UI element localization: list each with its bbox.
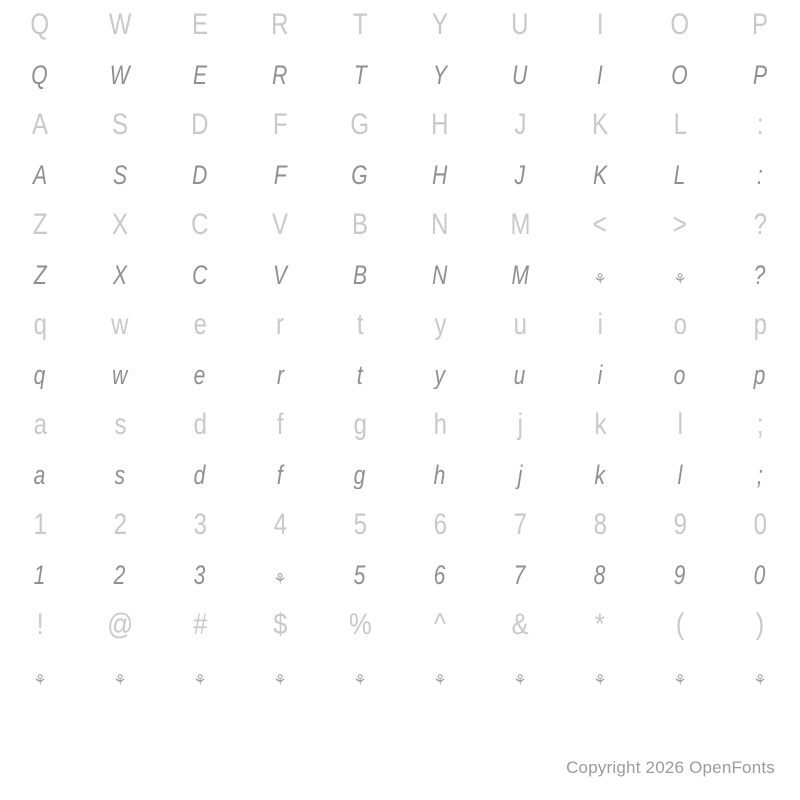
glyph-cell <box>480 462 560 489</box>
glyph-cell <box>80 10 160 40</box>
glyph: O <box>670 10 690 40</box>
glyph-row <box>0 450 800 500</box>
glyph-cell <box>160 562 240 589</box>
glyph-cell <box>480 610 560 640</box>
glyph-cell <box>400 663 480 690</box>
missing-glyph-icon: ⚘ <box>434 670 446 689</box>
glyph-cell <box>720 562 800 589</box>
glyph-cell <box>560 262 640 289</box>
missing-glyph-icon: ⚘ <box>514 670 526 689</box>
glyph: a <box>34 461 46 489</box>
glyph-cell <box>320 162 400 189</box>
glyph-row <box>0 300 800 350</box>
glyph: ? <box>753 210 767 240</box>
glyph-cell <box>0 362 80 389</box>
glyph-cell <box>400 10 480 40</box>
glyph-cell <box>720 362 800 389</box>
glyph: 3 <box>193 510 207 540</box>
glyph: K <box>591 110 608 140</box>
glyph-cell <box>0 10 80 40</box>
glyph: 0 <box>754 561 766 589</box>
glyph-cell <box>400 462 480 489</box>
glyph: S <box>112 161 128 189</box>
glyph-cell <box>480 663 560 690</box>
glyph-cell <box>560 210 640 240</box>
glyph-cell <box>240 562 320 589</box>
glyph-cell <box>160 663 240 690</box>
glyph-cell <box>640 62 720 89</box>
glyph-cell <box>400 210 480 240</box>
glyph-cell <box>160 162 240 189</box>
glyph-cell <box>640 10 720 40</box>
glyph-cell <box>560 663 640 690</box>
glyph: M <box>511 261 529 289</box>
glyph-cell <box>560 410 640 440</box>
glyph-cell <box>640 262 720 289</box>
glyph-cell <box>240 110 320 140</box>
missing-glyph-icon: ⚘ <box>754 670 766 689</box>
glyph-cell <box>320 610 400 640</box>
glyph-row <box>0 500 800 550</box>
glyph-cell <box>400 162 480 189</box>
missing-glyph-icon: ⚘ <box>674 269 686 288</box>
glyph-cell <box>80 262 160 289</box>
glyph: E <box>192 61 208 89</box>
glyph: w <box>112 361 128 389</box>
glyph: q <box>34 361 46 389</box>
glyph-cell <box>560 310 640 340</box>
glyph: ( <box>675 610 685 640</box>
glyph: f <box>277 461 283 489</box>
glyph-cell <box>240 510 320 540</box>
glyph-cell <box>400 410 480 440</box>
glyph: 3 <box>194 561 206 589</box>
glyph-cell <box>720 262 800 289</box>
glyph-cell <box>720 510 800 540</box>
glyph-cell <box>560 510 640 540</box>
glyph: 9 <box>673 510 687 540</box>
missing-glyph-icon: ⚘ <box>594 670 606 689</box>
glyph-cell <box>80 62 160 89</box>
glyph-cell <box>0 262 80 289</box>
glyph-cell <box>160 362 240 389</box>
glyph-cell <box>720 62 800 89</box>
glyph: Q <box>30 10 50 40</box>
glyph-cell <box>240 462 320 489</box>
glyph-cell <box>560 110 640 140</box>
glyph-cell <box>560 362 640 389</box>
glyph-cell <box>720 663 800 690</box>
glyph-cell <box>0 510 80 540</box>
glyph-row <box>0 650 800 702</box>
glyph-cell <box>640 110 720 140</box>
glyph-cell <box>560 562 640 589</box>
glyph-cell <box>640 210 720 240</box>
glyph-cell <box>80 410 160 440</box>
glyph: d <box>194 461 206 489</box>
glyph: B <box>351 210 368 240</box>
glyph: t <box>357 361 363 389</box>
glyph-cell <box>480 210 560 240</box>
glyph: 5 <box>353 510 367 540</box>
glyph-cell <box>640 610 720 640</box>
glyph: s <box>114 410 126 440</box>
glyph: a <box>33 410 47 440</box>
glyph-cell <box>0 110 80 140</box>
glyph-cell <box>320 362 400 389</box>
glyph: 5 <box>354 561 366 589</box>
glyph: H <box>432 161 448 189</box>
glyph: j <box>517 461 523 489</box>
glyph-cell <box>400 110 480 140</box>
glyph: 7 <box>514 561 526 589</box>
glyph-cell <box>640 562 720 589</box>
glyph: S <box>111 110 128 140</box>
glyph-cell <box>80 162 160 189</box>
glyph-cell <box>320 310 400 340</box>
glyph-cell <box>240 310 320 340</box>
glyph-cell <box>240 62 320 89</box>
glyph: h <box>434 461 446 489</box>
glyph-row <box>0 150 800 200</box>
glyph-cell <box>400 562 480 589</box>
glyph-cell <box>240 410 320 440</box>
glyph: 7 <box>513 510 527 540</box>
glyph-cell <box>0 162 80 189</box>
glyph: o <box>673 310 687 340</box>
glyph: l <box>677 410 683 440</box>
glyph-row <box>0 200 800 250</box>
glyph-cell <box>160 62 240 89</box>
glyph: 2 <box>113 510 127 540</box>
missing-glyph-icon: ⚘ <box>194 670 206 689</box>
glyph-cell <box>240 162 320 189</box>
glyph-row <box>0 600 800 650</box>
glyph-cell <box>80 310 160 340</box>
glyph-cell <box>0 562 80 589</box>
glyph-cell <box>720 10 800 40</box>
glyph: V <box>271 210 288 240</box>
glyph: > <box>672 210 688 240</box>
glyph: g <box>354 461 366 489</box>
glyph: J <box>514 110 526 140</box>
glyph: r <box>276 361 284 389</box>
glyph-cell <box>320 510 400 540</box>
glyph-cell <box>560 462 640 489</box>
glyph: : <box>756 110 764 140</box>
glyph: f <box>276 410 284 440</box>
glyph-cell <box>80 110 160 140</box>
glyph: o <box>674 361 686 389</box>
glyph: k <box>594 461 606 489</box>
glyph: J <box>514 161 526 189</box>
missing-glyph-icon: ⚘ <box>274 670 286 689</box>
glyph: D <box>191 110 209 140</box>
glyph: ? <box>754 261 766 289</box>
glyph-cell <box>160 210 240 240</box>
glyph: Z <box>32 210 48 240</box>
glyph: 4 <box>273 510 287 540</box>
glyph: w <box>111 310 129 340</box>
glyph: % <box>348 610 372 640</box>
glyph-cell <box>160 110 240 140</box>
glyph: G <box>351 161 369 189</box>
glyph-cell <box>0 310 80 340</box>
glyph-cell <box>160 462 240 489</box>
glyph-cell <box>0 462 80 489</box>
glyph: U <box>512 61 528 89</box>
glyph: Q <box>31 61 49 89</box>
glyph-cell <box>720 410 800 440</box>
glyph: Z <box>33 261 47 289</box>
glyph: 6 <box>434 561 446 589</box>
glyph-cell <box>480 410 560 440</box>
glyph-row <box>0 550 800 600</box>
glyph-cell <box>80 210 160 240</box>
glyph: s <box>114 461 126 489</box>
glyph-cell <box>560 610 640 640</box>
glyph: F <box>273 161 287 189</box>
glyph: V <box>272 261 288 289</box>
glyph-cell <box>0 210 80 240</box>
glyph: B <box>352 261 368 289</box>
missing-glyph-icon: ⚘ <box>34 670 46 689</box>
glyph: E <box>191 10 208 40</box>
glyph-cell <box>160 262 240 289</box>
glyph-cell <box>240 210 320 240</box>
glyph: < <box>592 210 608 240</box>
glyph-cell <box>480 62 560 89</box>
glyph-cell <box>400 262 480 289</box>
glyph-cell <box>400 610 480 640</box>
glyph-cell <box>640 663 720 690</box>
glyph: p <box>754 361 766 389</box>
glyph: 8 <box>593 510 607 540</box>
glyph-cell <box>560 162 640 189</box>
glyph-cell <box>720 462 800 489</box>
glyph: T <box>352 10 368 40</box>
glyph: ) <box>755 610 765 640</box>
glyph: h <box>433 410 447 440</box>
glyph-cell <box>240 610 320 640</box>
glyph-cell <box>480 110 560 140</box>
glyph-cell <box>240 362 320 389</box>
glyph: U <box>511 10 529 40</box>
glyph: y <box>434 361 446 389</box>
glyph-cell <box>480 510 560 540</box>
glyph: I <box>596 10 604 40</box>
glyph: & <box>511 610 529 640</box>
copyright-notice: Copyright 2026 OpenFonts <box>566 758 775 777</box>
glyph: ; <box>756 410 764 440</box>
glyph: M <box>510 210 530 240</box>
glyph: T <box>353 61 367 89</box>
glyph-row <box>0 0 800 50</box>
glyph: O <box>671 61 689 89</box>
glyph-cell <box>160 410 240 440</box>
glyph: L <box>673 110 687 140</box>
glyph-cell <box>80 362 160 389</box>
glyph: A <box>32 161 48 189</box>
glyph: P <box>751 10 768 40</box>
glyph: N <box>431 210 449 240</box>
glyph: 0 <box>753 510 767 540</box>
glyph-cell <box>640 462 720 489</box>
glyph: 1 <box>33 510 47 540</box>
glyph-cell <box>160 10 240 40</box>
glyph: q <box>33 310 47 340</box>
glyph: A <box>31 110 48 140</box>
glyph: W <box>108 10 132 40</box>
glyph-cell <box>80 610 160 640</box>
glyph-cell <box>320 210 400 240</box>
glyph-row <box>0 350 800 400</box>
glyph-cell <box>720 162 800 189</box>
glyph: 1 <box>34 561 46 589</box>
glyph-cell <box>640 362 720 389</box>
glyph: j <box>517 410 523 440</box>
glyph-cell <box>240 663 320 690</box>
glyph: 6 <box>433 510 447 540</box>
glyph: l <box>677 461 683 489</box>
glyph-cell <box>320 410 400 440</box>
glyph-cell <box>400 362 480 389</box>
glyph-cell <box>400 62 480 89</box>
glyph: C <box>191 210 209 240</box>
glyph: k <box>594 410 606 440</box>
glyph: e <box>194 361 206 389</box>
glyph-cell <box>160 610 240 640</box>
glyph-cell <box>640 310 720 340</box>
glyph: C <box>192 261 208 289</box>
glyph-cell <box>160 510 240 540</box>
glyph-cell <box>320 663 400 690</box>
missing-glyph-icon: ⚘ <box>274 569 286 588</box>
glyph: X <box>111 210 128 240</box>
glyph: @ <box>107 610 133 640</box>
glyph: L <box>674 161 686 189</box>
glyph: K <box>592 161 608 189</box>
glyph-cell <box>0 610 80 640</box>
glyph: R <box>272 61 288 89</box>
missing-glyph-icon: ⚘ <box>354 670 366 689</box>
glyph-cell <box>80 562 160 589</box>
glyph-cell <box>320 262 400 289</box>
glyph: : <box>757 161 763 189</box>
glyph: t <box>356 310 364 340</box>
glyph-cell <box>160 310 240 340</box>
glyph: $ <box>272 610 288 640</box>
glyph: R <box>271 10 289 40</box>
glyph: W <box>110 61 130 89</box>
glyph-cell <box>720 310 800 340</box>
glyph-row <box>0 400 800 450</box>
glyph-cell <box>480 362 560 389</box>
glyph: # <box>192 610 208 640</box>
glyph: 8 <box>594 561 606 589</box>
glyph-cell <box>480 10 560 40</box>
glyph: g <box>353 410 367 440</box>
missing-glyph-icon: ⚘ <box>114 670 126 689</box>
glyph: Y <box>431 10 448 40</box>
glyph-cell <box>480 162 560 189</box>
glyph: D <box>192 161 208 189</box>
glyph: 2 <box>114 561 126 589</box>
glyph-row <box>0 250 800 300</box>
glyph-cell <box>480 562 560 589</box>
glyph-cell <box>400 310 480 340</box>
glyph-cell <box>240 10 320 40</box>
glyph-row <box>0 50 800 100</box>
glyph: F <box>272 110 288 140</box>
glyph-cell <box>320 562 400 589</box>
glyph-cell <box>720 210 800 240</box>
glyph: I <box>597 61 603 89</box>
glyph-cell <box>80 462 160 489</box>
glyph: Y <box>432 61 448 89</box>
glyph: p <box>753 310 767 340</box>
glyph-cell <box>480 262 560 289</box>
glyph-cell <box>80 663 160 690</box>
missing-glyph-icon: ⚘ <box>594 269 606 288</box>
glyph-cell <box>320 62 400 89</box>
glyph-row <box>0 100 800 150</box>
glyph-cell <box>0 62 80 89</box>
glyph-cell <box>0 663 80 690</box>
glyph-cell <box>640 410 720 440</box>
glyph: e <box>193 310 207 340</box>
glyph: ! <box>36 610 44 640</box>
glyph-cell <box>720 610 800 640</box>
glyph-cell <box>400 510 480 540</box>
glyph: G <box>350 110 370 140</box>
glyph: 9 <box>674 561 686 589</box>
glyph-cell <box>720 110 800 140</box>
glyph: X <box>112 261 128 289</box>
glyph: ; <box>757 461 763 489</box>
glyph: y <box>434 310 446 340</box>
glyph-cell <box>320 462 400 489</box>
glyph: * <box>595 610 605 640</box>
glyph-cell <box>560 10 640 40</box>
glyph-cell <box>0 410 80 440</box>
glyph-cell <box>240 262 320 289</box>
glyph-cell <box>320 10 400 40</box>
glyph: ^ <box>434 610 446 640</box>
glyph-cell <box>640 510 720 540</box>
glyph-cell <box>320 110 400 140</box>
glyph: i <box>597 361 603 389</box>
glyph: d <box>193 410 207 440</box>
missing-glyph-icon: ⚘ <box>674 670 686 689</box>
glyph: N <box>432 261 448 289</box>
glyph: u <box>514 361 526 389</box>
glyph-cell <box>80 510 160 540</box>
glyph-cell <box>480 310 560 340</box>
glyph: i <box>597 310 603 340</box>
glyph: P <box>752 61 768 89</box>
glyph-cell <box>560 62 640 89</box>
glyph: u <box>513 310 527 340</box>
glyph: r <box>276 310 284 340</box>
glyph: H <box>431 110 449 140</box>
glyph-cell <box>640 162 720 189</box>
